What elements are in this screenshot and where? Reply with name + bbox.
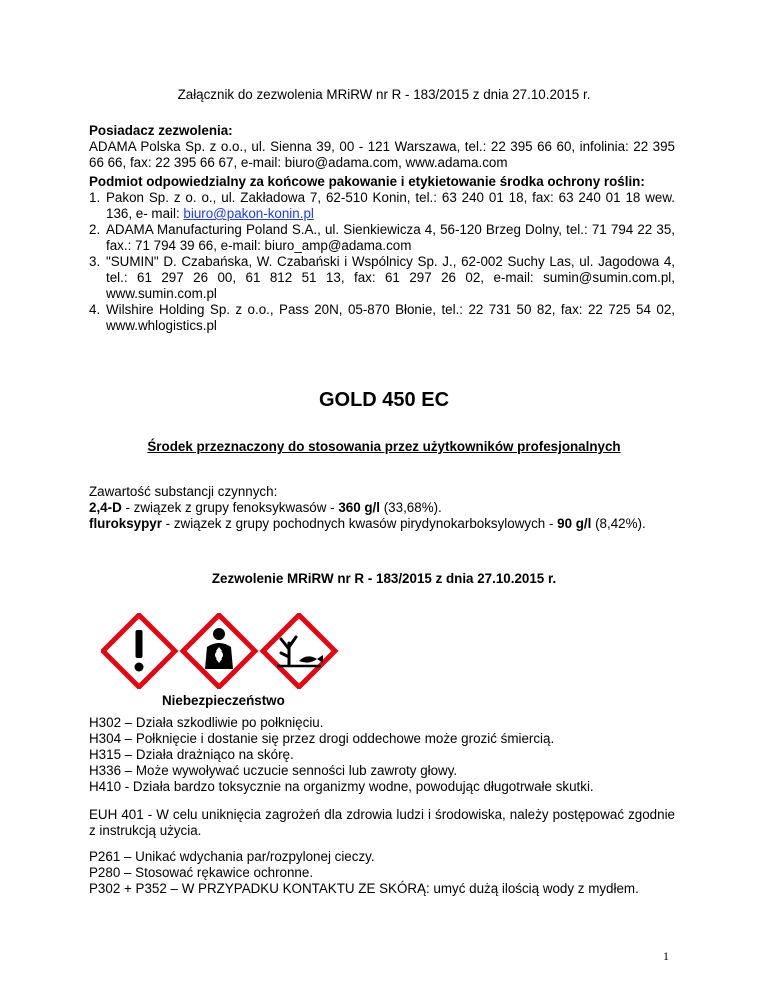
list-item <box>89 190 675 222</box>
list-item <box>89 302 675 334</box>
ghs-pictograms <box>101 613 341 689</box>
holder-heading: Posiadacz zezwolenia: <box>89 123 233 138</box>
packer-section <box>89 174 675 334</box>
exclamation-mark-icon <box>103 615 175 687</box>
substance-1-name: 2,4-D <box>89 500 122 515</box>
euh-statement: EUH 401 - W celu uniknięcia zagrożeń dla zdrowia ludzi i środowiska, należy postępować zgodnie z instrukcją użycia. <box>89 807 675 838</box>
page-number: 1 <box>663 949 669 963</box>
holder-text: ADAMA Polska Sp. z o.o., ul. Sienna 39, 00 - 121 Warszawa, tel.: 22 395 66 60, infolinia: 22 395 66 66, fax: 22 395 66 67, e-mail: biuro@adama.com, www.adama.com <box>89 139 675 170</box>
list-item <box>89 222 675 254</box>
p-statement: P302 + P352 – W PRZYPADKU KONTAKTU ZE SKÓRĄ: umyć dużą ilością wody z mydłem. <box>89 881 639 896</box>
p-statement: P280 – Stosować rękawice ochronne. <box>89 865 314 880</box>
list-item-text: ADAMA Manufacturing Poland S.A., ul. Sienkiewicza 4, 56-120 Brzeg Dolny, tel.: 71 794 22 35, fax.: 71 794 39 66, e-mail: biuro_amp@adama.com <box>106 222 675 253</box>
packer-list <box>89 190 675 334</box>
packer-heading: Podmiot odpowiedzialny za końcowe pakowanie i etykietowanie środka ochrony roślin: <box>89 174 645 189</box>
annex-title-text: Załącznik do zezwolenia MRiRW nr R - 183/2015 z dnia 27.10.2015 r. <box>177 87 591 102</box>
substance-2-conc: 90 g/l <box>557 516 592 531</box>
list-item-number: 2. <box>89 222 101 237</box>
composition-heading: Zawartość substancji czynnych: <box>89 484 278 499</box>
list-item-number: 3. <box>89 254 101 269</box>
substance-1-desc: - związek z grupy fenoksykwasów - <box>121 500 339 515</box>
p-statement: P261 – Unikać wdychania par/rozpylonej cieczy. <box>89 849 375 864</box>
substance-2-desc: - związek z grupy pochodnych kwasów pirydynokarboksylowych - <box>161 516 558 531</box>
email-link[interactable]: biuro@pakon-konin.pl <box>183 206 314 221</box>
p-statements <box>89 849 675 897</box>
intended-use <box>0 439 768 455</box>
composition-section <box>89 484 675 532</box>
h-statements <box>89 715 675 795</box>
signal-word: Niebezpieczeństwo <box>162 693 285 708</box>
h-statement: H302 – Działa szkodliwie po połknięciu. <box>89 715 324 730</box>
product-name: GOLD 450 EC <box>318 389 450 411</box>
permit-text: Zezwolenie MRiRW nr R - 183/2015 z dnia 27.10.2015 r. <box>211 571 557 586</box>
health-hazard-icon <box>183 615 255 687</box>
permit-line <box>0 571 768 587</box>
substance-2-name: fluroksypyr <box>89 516 162 531</box>
substance-1-conc: 360 g/l <box>338 500 380 515</box>
intended-use-text: Środek przeznaczony do stosowania przez użytkowników profesjonalnych <box>147 439 621 454</box>
holder-section <box>89 123 675 171</box>
h-statement: H315 – Działa drażniąco na skórę. <box>89 747 294 762</box>
substance-2 <box>89 516 675 532</box>
substance-2-pct: (8,42%). <box>591 516 646 531</box>
list-item-text: Wilshire Holding Sp. z o.o., Pass 20N, 05-870 Błonie, tel.: 22 731 50 82, fax: 22 725 54 02, www.whlogistics.pl <box>106 302 675 333</box>
environment-icon <box>263 615 335 687</box>
h-statement: H336 – Może wywoływać uczucie senności lub zawroty głowy. <box>89 763 458 778</box>
substance-1-pct: (33,68%). <box>380 500 442 515</box>
list-item <box>89 254 675 302</box>
substance-1 <box>89 500 675 516</box>
list-item-number: 4. <box>89 302 101 317</box>
list-item-text: "SUMIN" D. Czabańska, W. Czabański i Wspólnicy Sp. J., 62-002 Suchy Las, ul. Jagodowa 4, tel.: 61 297 26 00, 61 812 51 13, fax: 61 297 26 02, e-mail: sumin@sumin.com.pl, www.sumin.com.pl <box>106 254 675 301</box>
annex-title <box>0 87 768 103</box>
h-statement: H304 – Połknięcie i dostanie się przez drogi oddechowe może grozić śmiercią. <box>89 731 555 746</box>
h-statement: H410 - Działa bardzo toksycznie na organizmy wodne, powodując długotrwałe skutki. <box>89 779 594 794</box>
list-item-text: Pakon Sp. z o. o., ul. Zakładowa 7, 62-510 Konin, tel.: 63 240 01 18, fax: 63 240 01 18 wew. 136, e- mail: <box>106 190 675 221</box>
list-item-number: 1. <box>89 190 101 205</box>
